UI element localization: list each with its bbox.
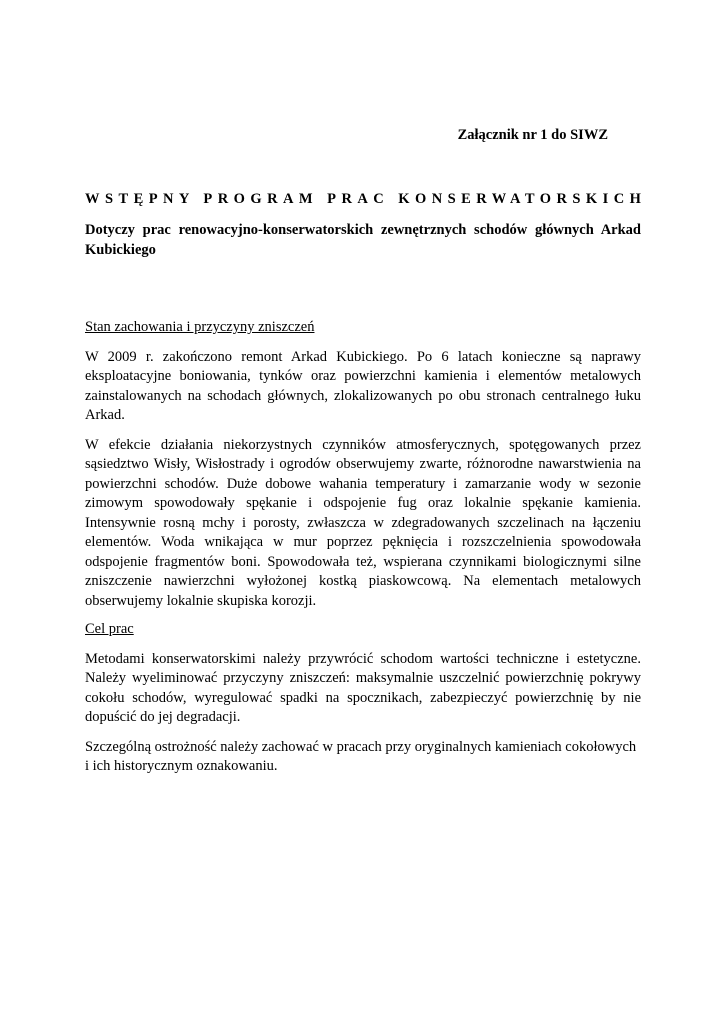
section-heading-goal: Cel prac bbox=[85, 621, 134, 637]
closing-line-2: i ich historycznym oznakowaniu. bbox=[85, 758, 278, 774]
document-body bbox=[85, 221, 641, 777]
paragraph-goal-1: Metodami konserwatorskimi należy przywrócić schodom wartości techniczne i estetyczne. Należy wyeliminować przyczyny zniszczeń: maksymalnie uszczelnić powierzchnię pokrywy cokołu schodów, wyregulować spadki na spocznikach, zabezpieczyć powierzchnię by nie dopuścić do jej degradacji. bbox=[85, 650, 641, 725]
annex-label: Załącznik nr 1 do SIWZ bbox=[457, 127, 608, 143]
closing-line-1: Szczególną ostrożność należy zachować w pracach przy oryginalnych kamieniach cokołowych bbox=[85, 738, 637, 755]
paragraph-condition-1: W 2009 r. zakończono remont Arkad Kubickiego. Po 6 latach konieczne są naprawy eksploatacyjne boniowania, tynków oraz powierzchni kamienia i elementów metalowych zainstalowanych na schodach głównych, zlokalizowanych po obu stronach centralnego łuku Arkad. bbox=[85, 348, 641, 423]
document-title: WSTĘPNY PROGRAM PRAC KONSERWATORSKICH bbox=[85, 191, 647, 207]
subject-line: Dotyczy prac renowacyjno-konserwatorskich zewnętrznych schodów głównych Arkad Kubickiego bbox=[85, 222, 641, 258]
paragraph-condition-2: W efekcie działania niekorzystnych czynników atmosferycznych, spotęgowanych przez sąsiedztwo Wisły, Wisłostrady i ogrodów obserwujemy zwarte, różnorodne nawarstwienia na powierzchni schodów. Duże dobowe wahania temperatury i zamarzanie wody w sezonie zimowym spowodowały spękanie i odspojenie fug oraz lokalnie spękanie kamienia. Intensywnie rosną mchy i porosty, zwłaszcza w zdegradowanych szczelinach na łączeniu elementów. Woda wnikająca w mur poprzez pęknięcia i rozszczelnienia spowodowała odspojenie fragmentów boni. Spowodowała też, wspierana czynnikami biologicznymi silne zniszczenie nawierzchni wyłożonej kostką piaskowcową. Na elementach metalowych obserwujemy lokalnie skupiska korozji. bbox=[85, 436, 641, 609]
section-heading-condition: Stan zachowania i przyczyny zniszczeń bbox=[85, 319, 315, 335]
